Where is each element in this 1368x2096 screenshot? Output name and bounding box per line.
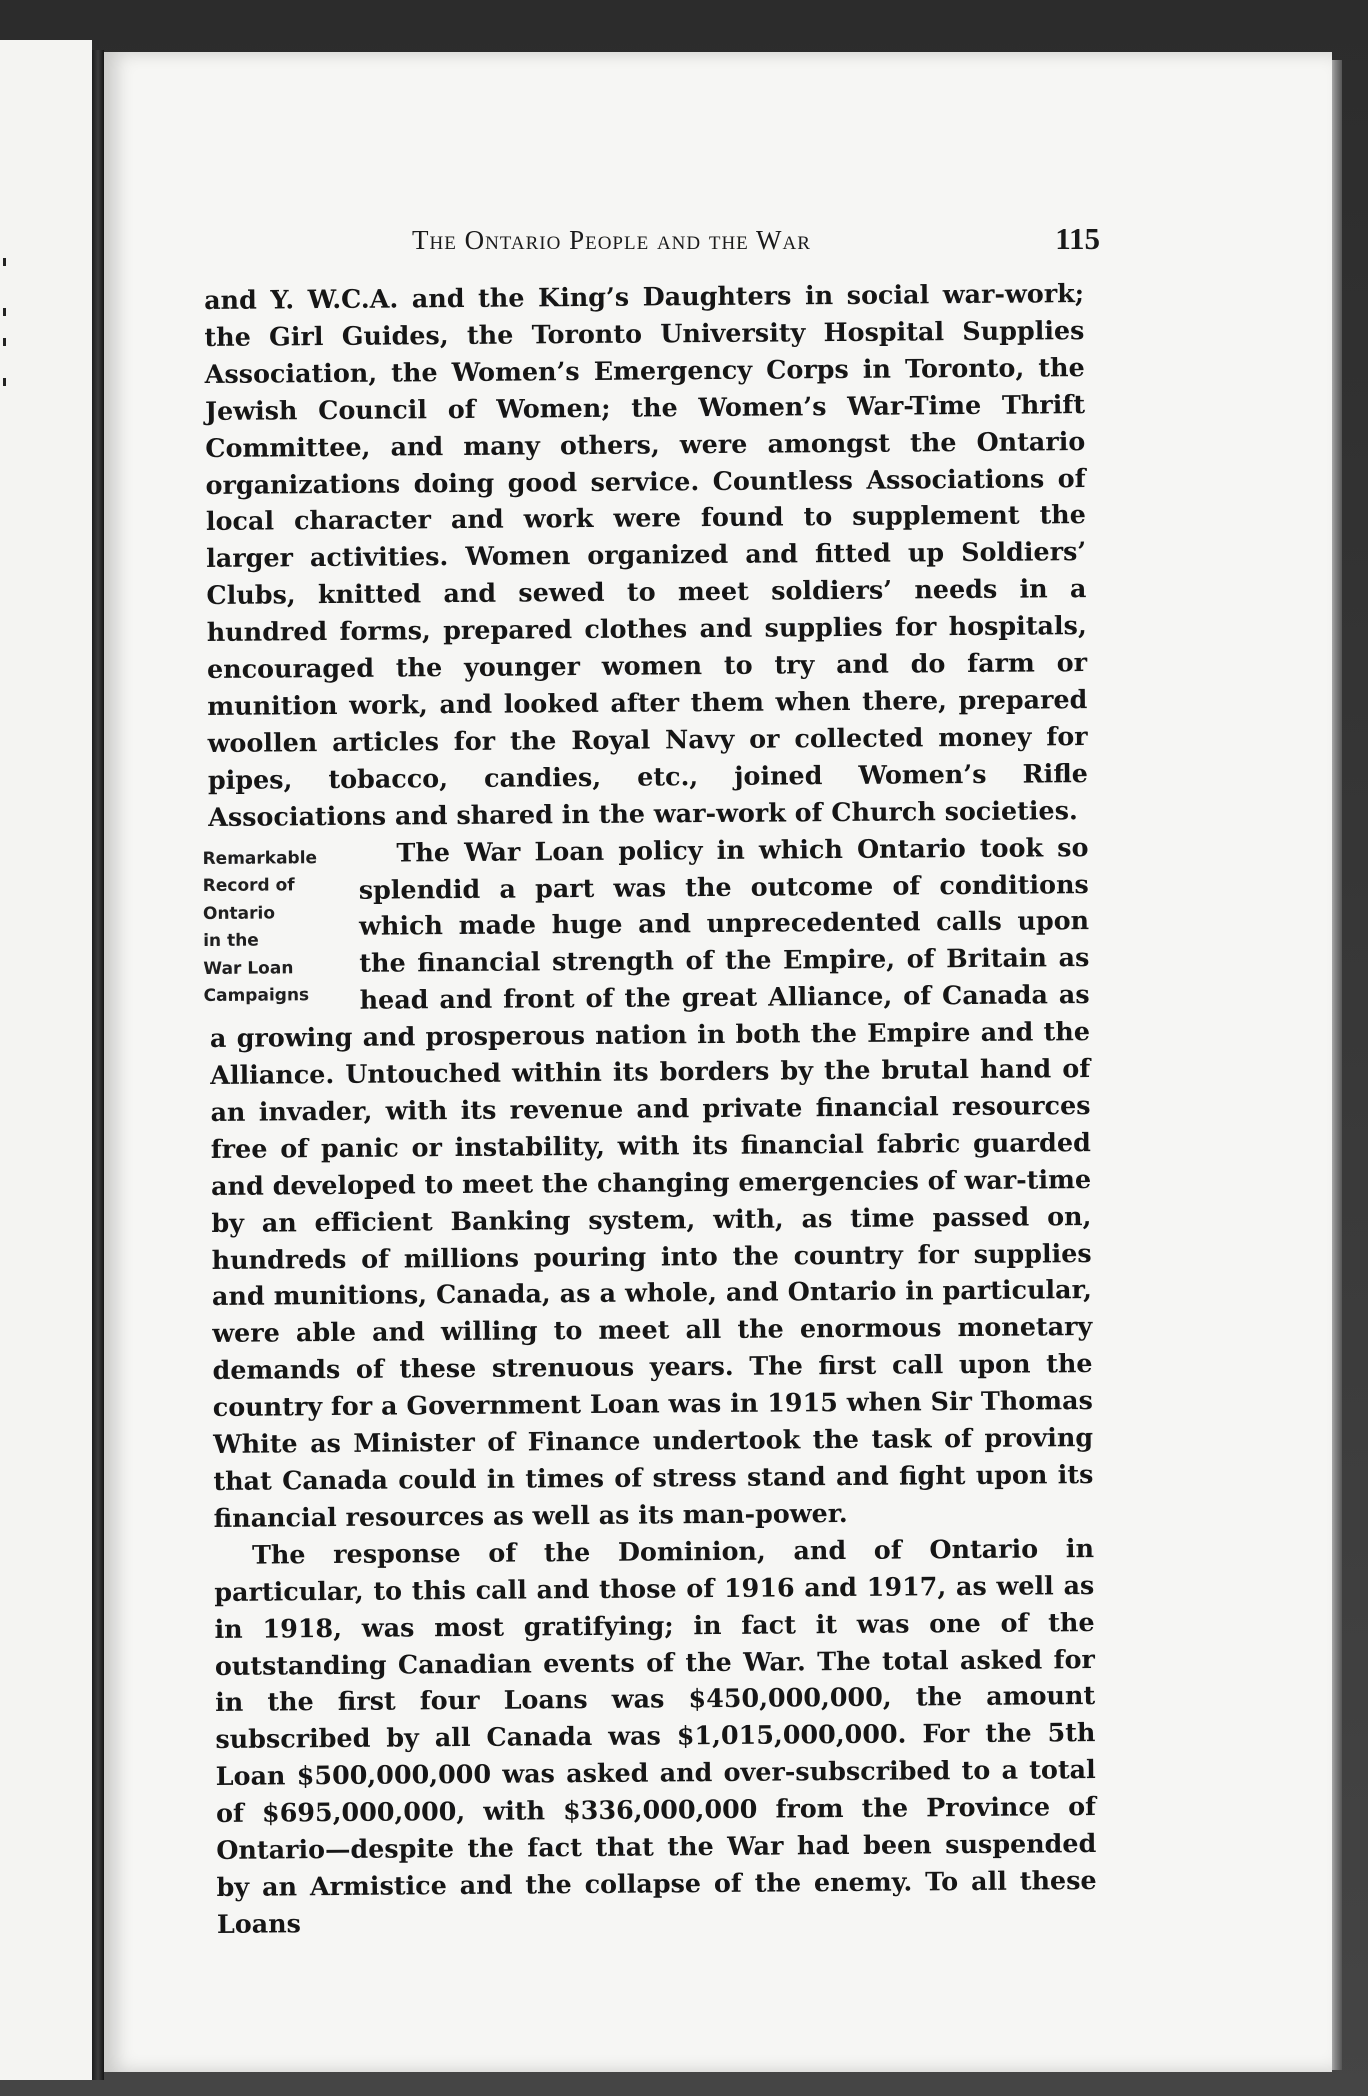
margin-note-line: Campaigns [203,985,310,1007]
margin-note-line: Record of [202,875,295,897]
margin-note-line: War Loan [203,957,294,979]
edge-mark [3,308,6,316]
margin-note-line: Ontario [202,903,276,924]
page-header [292,221,1100,265]
margin-note-line: in the [203,930,259,952]
book-spine [92,50,104,2080]
paragraph-1: and Y. W.C.A. and the King’s Daughters in social war-work; the Girl Guides, the Toronto University Hospital Supplies Association, the Women’s Emergency Corps in Toronto, the Jewish Council of Women; the Women’s War-Time Thrift Committee, and many others, were amongst the Ontario organizations doing good service. Countless Associations of local character and work were found to supplement the larger activities. Women organized and fitted up Soldiers’ Clubs, knitted and sewed to meet soldiers’ needs in a hundred forms, prepared clothes and supplies for hospitals, encouraged the younger women to try and do farm or munition work, and looked after them when there, prepared woollen articles for the Royal Navy or collected money for pipes, tobacco, candies, etc., joined Women’s Rifle Associations and shared in the war-work of Church societies. [204,278,1089,832]
margin-note [202,844,353,1010]
edge-mark [3,378,6,386]
margin-note-line: Remarkable [202,847,318,869]
page-body [204,275,1097,1943]
paragraph-2: The War Loan policy in which Ontario took so splendid a part was the outcome of conditions which made huge and unprecedented calls upon the financial strength of the Empire, of Britain as head and front of the great Alliance, of Canada as a growing and prosperous nation in both the Empire and the Alliance. Untouched within its borders by the brutal hand of an invader, with its revenue and private financial resources free of panic or instability, with its financial fabric guarded and developed to meet the changing emergencies of war-time by an efficient Banking system, with, as time passed on, hundreds of millions pouring into the country for supplies and munitions, Canada, as a whole, and Ontario in particular, were able and willing to meet all the enormous monetary demands of these strenuous years. The first call upon the country for a Government Loan was in 1915 when Sir Thomas White as Minister of Finance undertook the task of proving that Canada could in times of stress stand and fight upon its financial resources as well as its man-power. [209,831,1094,1533]
edge-mark [3,338,6,346]
paragraph-3: The response of the Dominion, and of Ontario in particular, to this call and those of 1916 and 1917, as well as in 1918, was most gratifying; in fact it was one of the outstanding Canadian events of the War. The total asked for in the first four Loans was $450,000,000, the amount subscribed by all Canada was $1,015,000,000. For the 5th Loan $500,000,000 was asked and over-subscribed to a total of $695,000,000, with $336,000,000 from the Province of Ontario—despite the fact that the War had been suspended by an Armistice and the collapse of the enemy. To all these Loans [214,1532,1097,1939]
page-number: 115 [1055,221,1100,256]
edge-mark [3,258,6,266]
facing-page-edge [0,40,92,2080]
running-head: The Ontario People and the War [412,225,811,255]
